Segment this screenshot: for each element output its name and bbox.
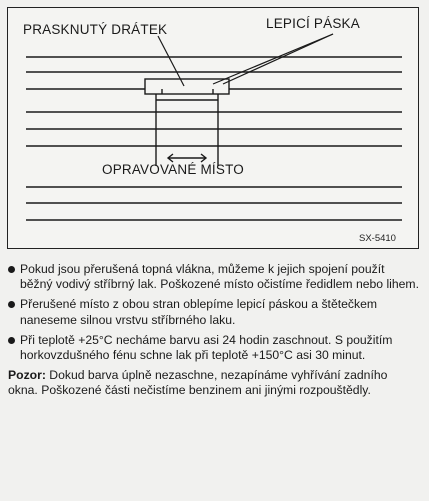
list-item-text: Přerušené místo z obou stran oblepíme lepicí páskou a štětečkem naneseme silnou vrstvu stříbrného laku. [20, 297, 378, 327]
warning-label: Pozor: [8, 368, 46, 383]
bullet-icon [8, 337, 15, 344]
bullet-icon [8, 301, 15, 308]
label-repair-area: OPRAVOVANÉ MÍSTO [102, 162, 244, 177]
repair-diagram [7, 7, 419, 249]
adhesive-tape [145, 79, 229, 94]
leader-tape-2 [223, 34, 333, 84]
list-item [8, 333, 420, 363]
diagram-drawing [8, 8, 420, 250]
figure-code: SX-5410 [359, 233, 396, 244]
list-item [8, 262, 420, 292]
bullet-icon [8, 266, 15, 273]
leader-tape-1 [213, 34, 333, 84]
label-adhesive-tape: LEPICÍ PÁSKA [266, 16, 360, 31]
list-item [8, 297, 420, 327]
warning-text: Dokud barva úplně nezaschne, nezapínáme vyhřívání zadního okna. Poškozené části nečistíme benzinem ani jinými rozpouštědly. [8, 368, 388, 398]
label-broken-wire: PRASKNUTÝ DRÁTEK [23, 22, 168, 37]
list-item-text: Pokud jsou přerušená topná vlákna, můžeme k jejich spojení použít běžný vodivý stříbrný lak. Poškozené místo očistíme ředidlem nebo lihem. [20, 262, 419, 292]
instructions [8, 262, 420, 399]
list-item-text: Při teplotě +25°C necháme barvu asi 24 hodin zaschnout. S použitím horkovzdušného fénu schne lak při teplotě +150°C asi 30 minut. [20, 332, 393, 363]
repair-area [156, 89, 218, 166]
warning-note [8, 368, 420, 398]
